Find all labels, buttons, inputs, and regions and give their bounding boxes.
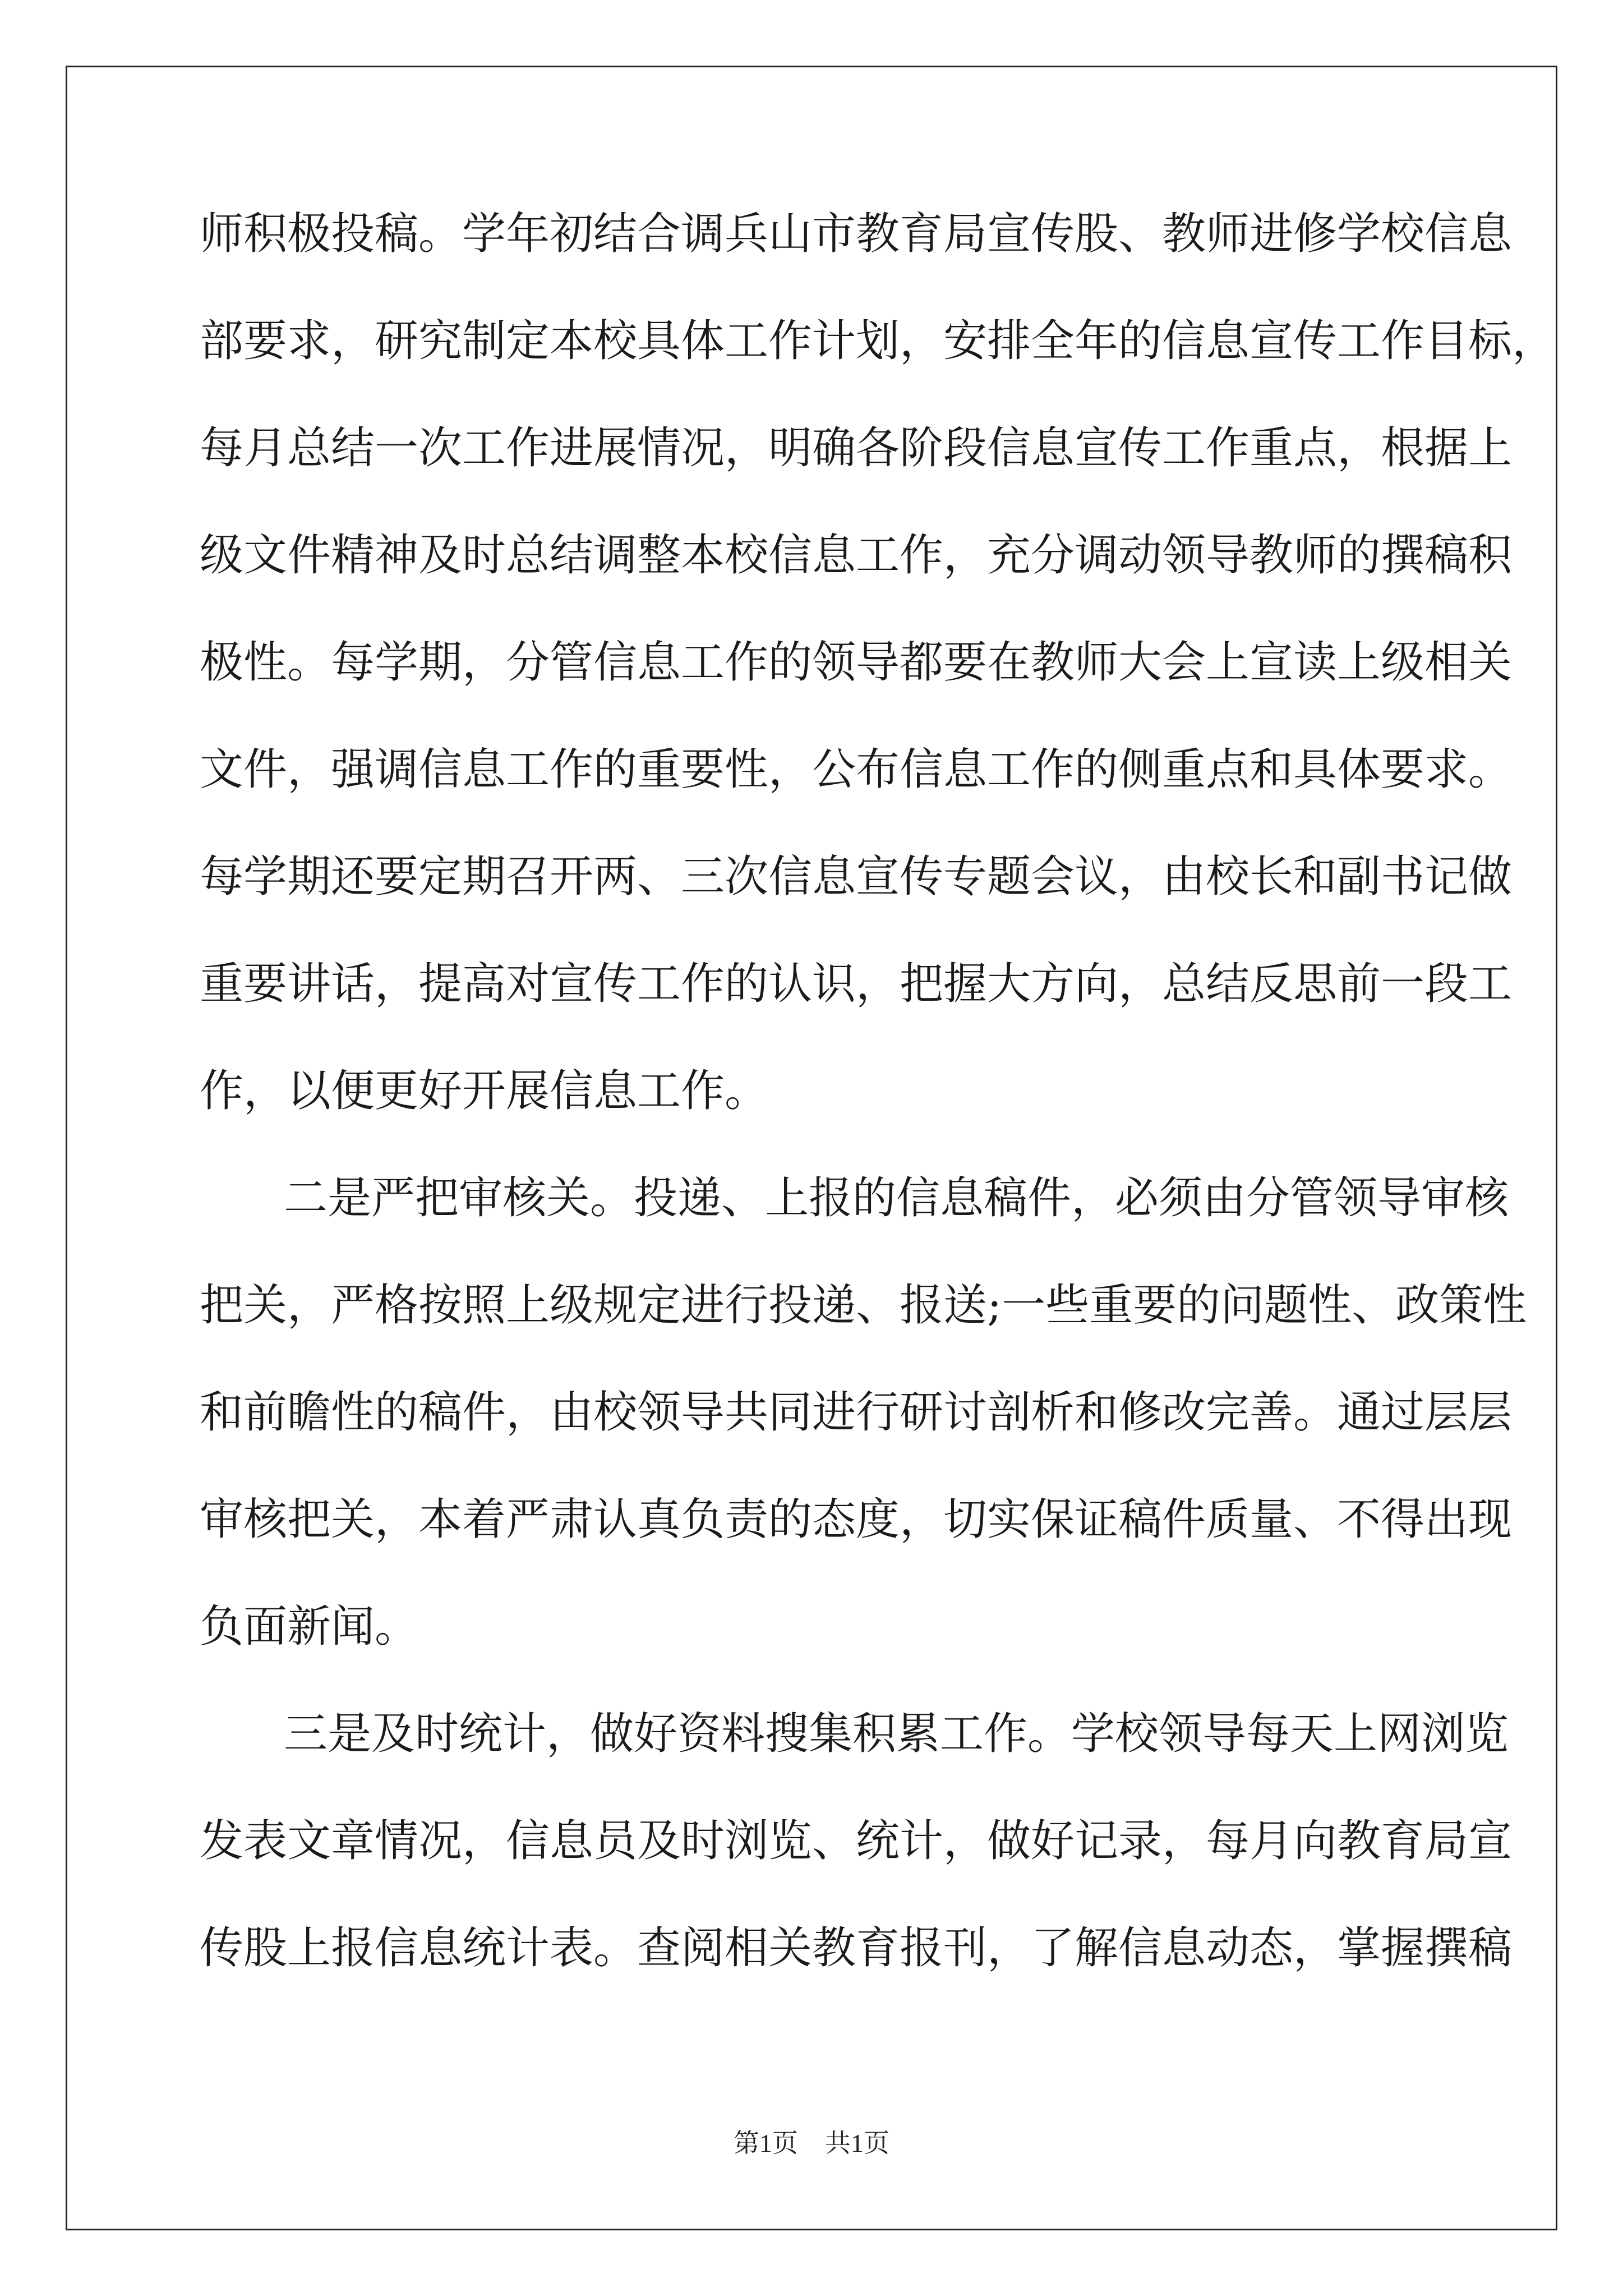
- page-footer: [0, 2129, 1623, 2157]
- text-line: 发表文章情况，信息员及时浏览、统计，做好记录，每月向教育局宣: [200, 1816, 1513, 1866]
- text-line: 部要求，研究制定本校具体工作计划，安排全年的信息宣传工作目标，: [200, 316, 1556, 366]
- text-line: 每月总结一次工作进展情况，明确各阶段信息宣传工作重点，根据上: [200, 423, 1513, 473]
- text-line: 文件，强调信息工作的重要性，公布信息工作的侧重点和具体要求。: [200, 744, 1513, 795]
- paragraph-1: [200, 209, 1556, 1176]
- text-line: 审核把关，本着严肃认真负责的态度，切实保证稿件质量、不得出现: [200, 1494, 1513, 1545]
- text-line: 传股上报信息统计表。查阅相关教育报刊，了解信息动态，掌握撰稿: [200, 1923, 1513, 1973]
- page-number-total: 共1页: [825, 2129, 889, 2157]
- text-line: 二是严把审核关。投递、上报的信息稿件，必须由分管领导审核: [284, 1173, 1509, 1223]
- text-line: 每学期还要定期召开两、三次信息宣传专题会议，由校长和副书记做: [200, 852, 1513, 902]
- text-line: 负面新闻。: [200, 1602, 419, 1652]
- text-line: 三是及时统计，做好资料搜集积累工作。学校领导每天上网浏览: [284, 1709, 1509, 1759]
- text-line: 把关，严格按照上级规定进行投递、报送;一些重要的问题性、政策性: [200, 1280, 1527, 1331]
- page-number-current: 第1页: [734, 2129, 798, 2157]
- text-line: 师积极投稿。学年初结合调兵山市教育局宣传股、教师进修学校信息: [200, 209, 1513, 259]
- text-line: 重要讲话，提高对宣传工作的认识，把握大方向，总结反思前一段工: [200, 959, 1513, 1009]
- document-body: [200, 209, 1556, 2033]
- text-line: 和前瞻性的稿件，由校领导共同进行研讨剖析和修改完善。通过层层: [200, 1387, 1513, 1438]
- text-line: 级文件精神及时总结调整本校信息工作，充分调动领导教师的撰稿积: [200, 530, 1513, 581]
- text-line: 极性。每学期，分管信息工作的领导都要在教师大会上宣读上级相关: [200, 637, 1513, 688]
- paragraph-2: [200, 1173, 1527, 1712]
- paragraph-3: [200, 1709, 1513, 2033]
- text-line: 作，以便更好开展信息工作。: [200, 1066, 769, 1116]
